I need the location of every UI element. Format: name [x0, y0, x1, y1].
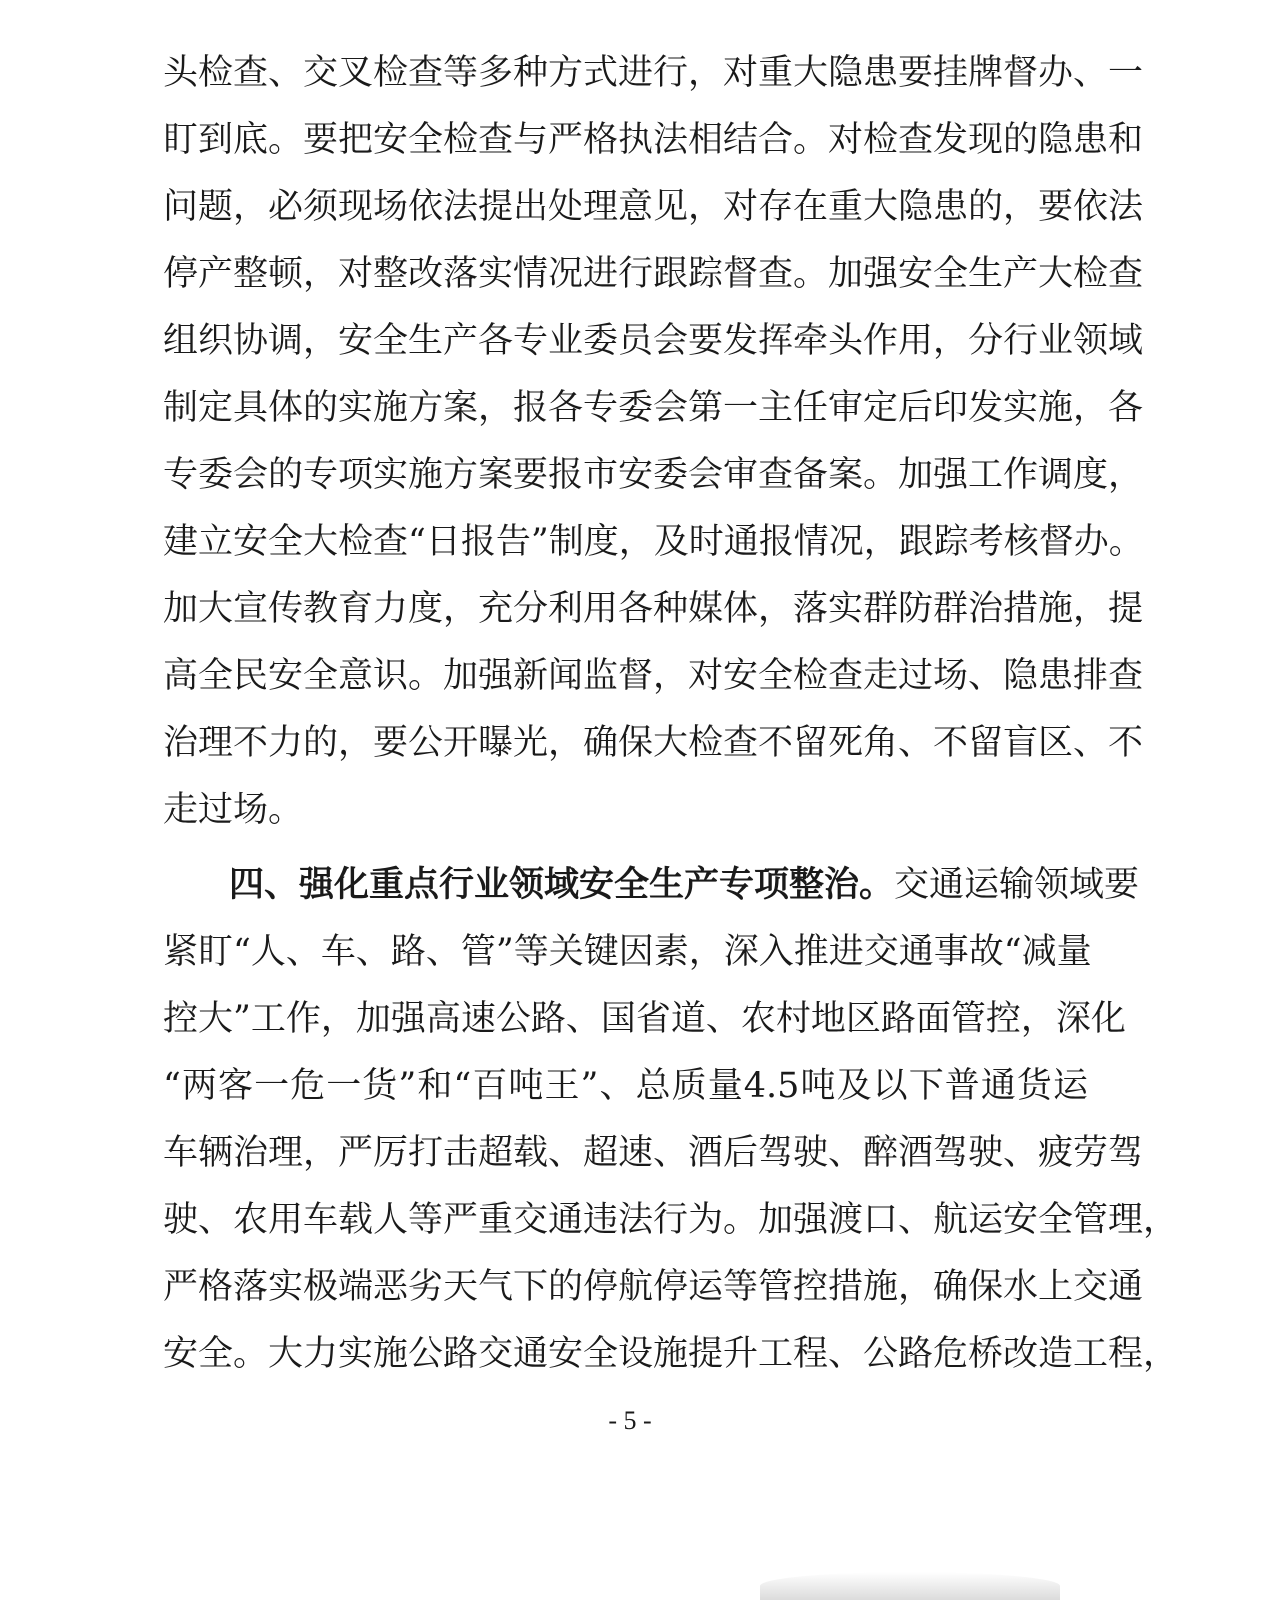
page-number: - 5 -	[608, 1406, 652, 1435]
text-line: 车辆治理，严厉打击超载、超速、酒后驾驶、醉酒驾驶、疲劳驾	[163, 1133, 1144, 1173]
text-line: 治理不力的，要公开曝光，确保大检查不留死角、不留盲区、不	[163, 723, 1144, 763]
text-line: 盯到底。要把安全检查与严格执法相结合。对检查发现的隐患和	[163, 120, 1144, 160]
text-line: 高全民安全意识。加强新闻监督，对安全检查走过场、隐患排查	[163, 656, 1144, 696]
text-line: 严格落实极端恶劣天气下的停航停运等管控措施，确保水上交通	[163, 1267, 1144, 1307]
text-line: 加大宣传教育力度，充分利用各种媒体，落实群防群治措施，提	[163, 589, 1144, 629]
text-line: 组织协调，安全生产各专业委员会要发挥牵头作用，分行业领域	[163, 321, 1144, 361]
text-line: “两客一危一货”和“百吨王”、总质量4.5吨及以下普通货运	[163, 1066, 1088, 1106]
section-heading-line	[163, 852, 1140, 919]
text-line: 走过场。	[163, 790, 304, 830]
text-line: 安全。大力实施公路交通安全设施提升工程、公路危桥改造工程，	[163, 1334, 1179, 1374]
body-text	[163, 40, 1179, 1388]
text-line: 停产整顿，对整改落实情况进行跟踪督查。加强安全生产大检查	[163, 254, 1144, 294]
text-line: 建立安全大检查“日报告”制度，及时通报情况，跟踪考核督办。	[163, 522, 1144, 562]
scan-artifact	[760, 1572, 1060, 1600]
text-line: 驶、农用车载人等严重交通违法行为。加强渡口、航运安全管理，	[163, 1200, 1179, 1240]
text-line: 紧盯“人、车、路、管”等关键因素，深入推进交通事故“减量	[163, 932, 1092, 972]
section-heading: 四、强化重点行业领域安全生产专项整治。	[229, 865, 895, 905]
text-line: 问题，必须现场依法提出处理意见，对存在重大隐患的，要依法	[163, 187, 1144, 227]
text-line: 头检查、交叉检查等多种方式进行，对重大隐患要挂牌督办、一	[163, 53, 1144, 93]
text-line: 控大”工作，加强高速公路、国省道、农村地区路面管控，深化	[163, 999, 1126, 1039]
section-first-line-text: 交通运输领域要	[894, 865, 1140, 905]
text-line: 制定具体的实施方案，报各专委会第一主任审定后印发实施，各	[163, 388, 1144, 428]
text-line: 专委会的专项实施方案要报市安委会审查备案。加强工作调度，	[163, 455, 1144, 495]
